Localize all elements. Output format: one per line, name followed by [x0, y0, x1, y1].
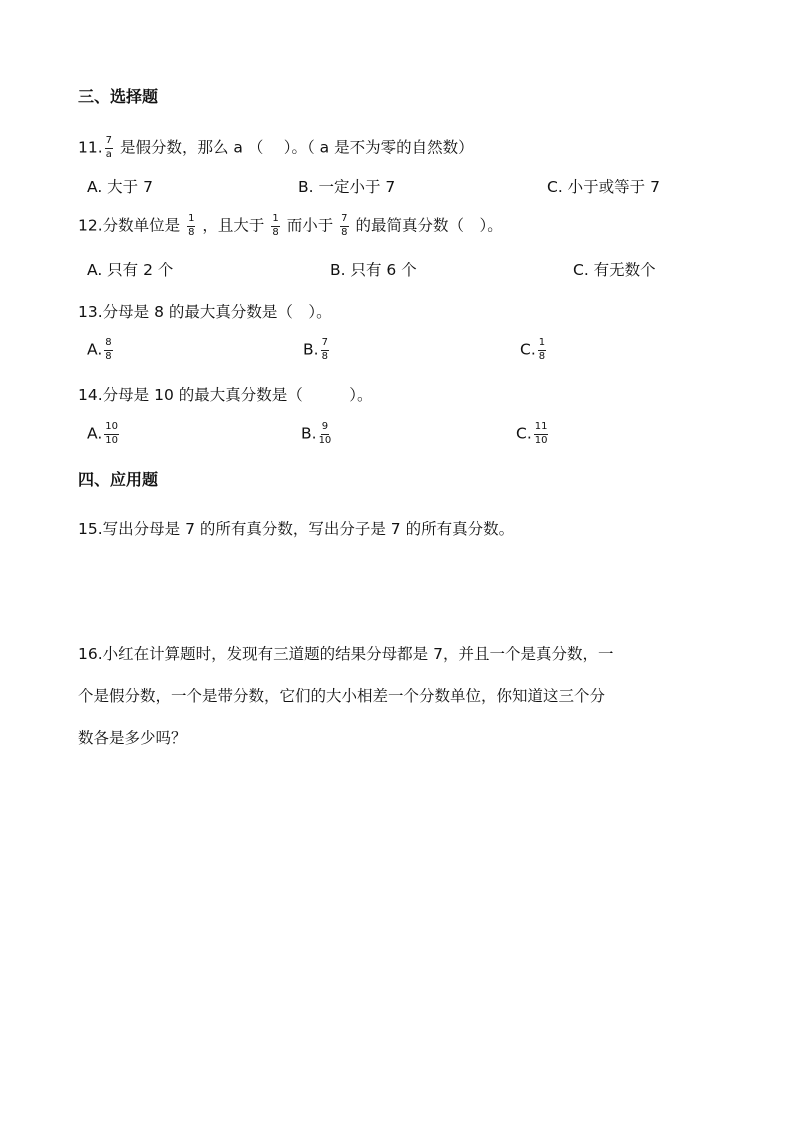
q11-option-a[interactable]: A. 大于 7 [87, 178, 153, 196]
numerator: 1 [187, 214, 195, 227]
option-label: B. [303, 340, 319, 359]
section-4-heading: 四、应用题 [78, 470, 159, 489]
q13-option-c[interactable] [520, 338, 548, 362]
numerator: 1 [538, 338, 546, 351]
q12-option-b[interactable]: B. 只有 6 个 [330, 261, 417, 279]
denominator: 8 [188, 226, 195, 238]
question-11-text: 是假分数，那么 a （ ）。（ a 是不为零的自然数） [119, 138, 474, 157]
question-11-number: 11. [78, 138, 103, 157]
question-16-line-1: 16.小红在计算题时，发现有三道题的结果分母都是 7，并且一个是真分数，一 [78, 645, 614, 663]
numerator: 7 [340, 214, 348, 227]
numerator: 11 [534, 422, 549, 435]
option-label: A. [87, 424, 103, 443]
option-label: C. [516, 424, 532, 443]
fraction-7-over-a [105, 136, 113, 160]
question-16-line-2: 个是假分数，一个是带分数，它们的大小相差一个分数单位，你知道这三个分 [78, 687, 606, 705]
numerator: 1 [271, 214, 279, 227]
numerator: 7 [105, 136, 113, 149]
fraction-10-over-10 [104, 422, 119, 446]
denominator: 8 [272, 226, 279, 238]
fraction-1-over-8-b [271, 214, 279, 238]
q12-option-a[interactable]: A. 只有 2 个 [87, 261, 174, 279]
q12-option-c[interactable]: C. 有无数个 [573, 261, 656, 279]
denominator: 8 [341, 226, 348, 238]
numerator: 7 [321, 338, 329, 351]
q14-option-a[interactable] [87, 422, 121, 446]
question-12-text-1: 分数单位是 [102, 216, 181, 235]
question-12-text-4: 的最简真分数（ ）。 [355, 216, 503, 235]
option-label: A. [87, 340, 103, 359]
question-12-number: 12. [78, 216, 103, 235]
numerator: 9 [321, 422, 329, 435]
denominator: 10 [534, 434, 548, 446]
fraction-11-over-10 [534, 422, 549, 446]
denominator: 8 [321, 350, 328, 362]
fraction-7-over-8 [321, 338, 329, 362]
q14-option-c[interactable] [516, 422, 550, 446]
question-15-text: 15.写出分母是 7 的所有真分数，写出分子是 7 的所有真分数。 [78, 520, 515, 538]
option-label: C. [520, 340, 536, 359]
q13-option-a[interactable] [87, 338, 115, 362]
question-13-text: 13.分母是 8 的最大真分数是（ ）。 [78, 303, 332, 321]
q14-option-b[interactable] [301, 422, 333, 446]
denominator: 10 [318, 434, 332, 446]
numerator: 8 [104, 338, 112, 351]
question-12-text-3: 而小于 [286, 216, 334, 235]
question-12 [78, 214, 503, 238]
fraction-1-over-8 [187, 214, 195, 238]
question-12-text-2: ，且大于 [202, 216, 265, 235]
question-11 [78, 136, 474, 160]
question-16-line-3: 数各是多少吗？ [78, 729, 187, 747]
q13-option-b[interactable] [303, 338, 331, 362]
section-3-heading: 三、选择题 [78, 87, 159, 106]
denominator: a [105, 148, 112, 160]
q11-option-b[interactable]: B. 一定小于 7 [298, 178, 396, 196]
fraction-1-over-8 [538, 338, 546, 362]
denominator: 10 [105, 434, 118, 446]
question-14-text: 14.分母是 10 的最大真分数是（ ）。 [78, 386, 373, 404]
q11-option-c[interactable]: C. 小于或等于 7 [547, 178, 660, 196]
fraction-9-over-10 [319, 422, 332, 446]
fraction-7-over-8 [340, 214, 348, 238]
option-label: B. [301, 424, 317, 443]
fraction-8-over-8 [104, 338, 112, 362]
denominator: 8 [105, 350, 112, 362]
denominator: 8 [538, 350, 546, 362]
numerator: 10 [104, 422, 119, 435]
